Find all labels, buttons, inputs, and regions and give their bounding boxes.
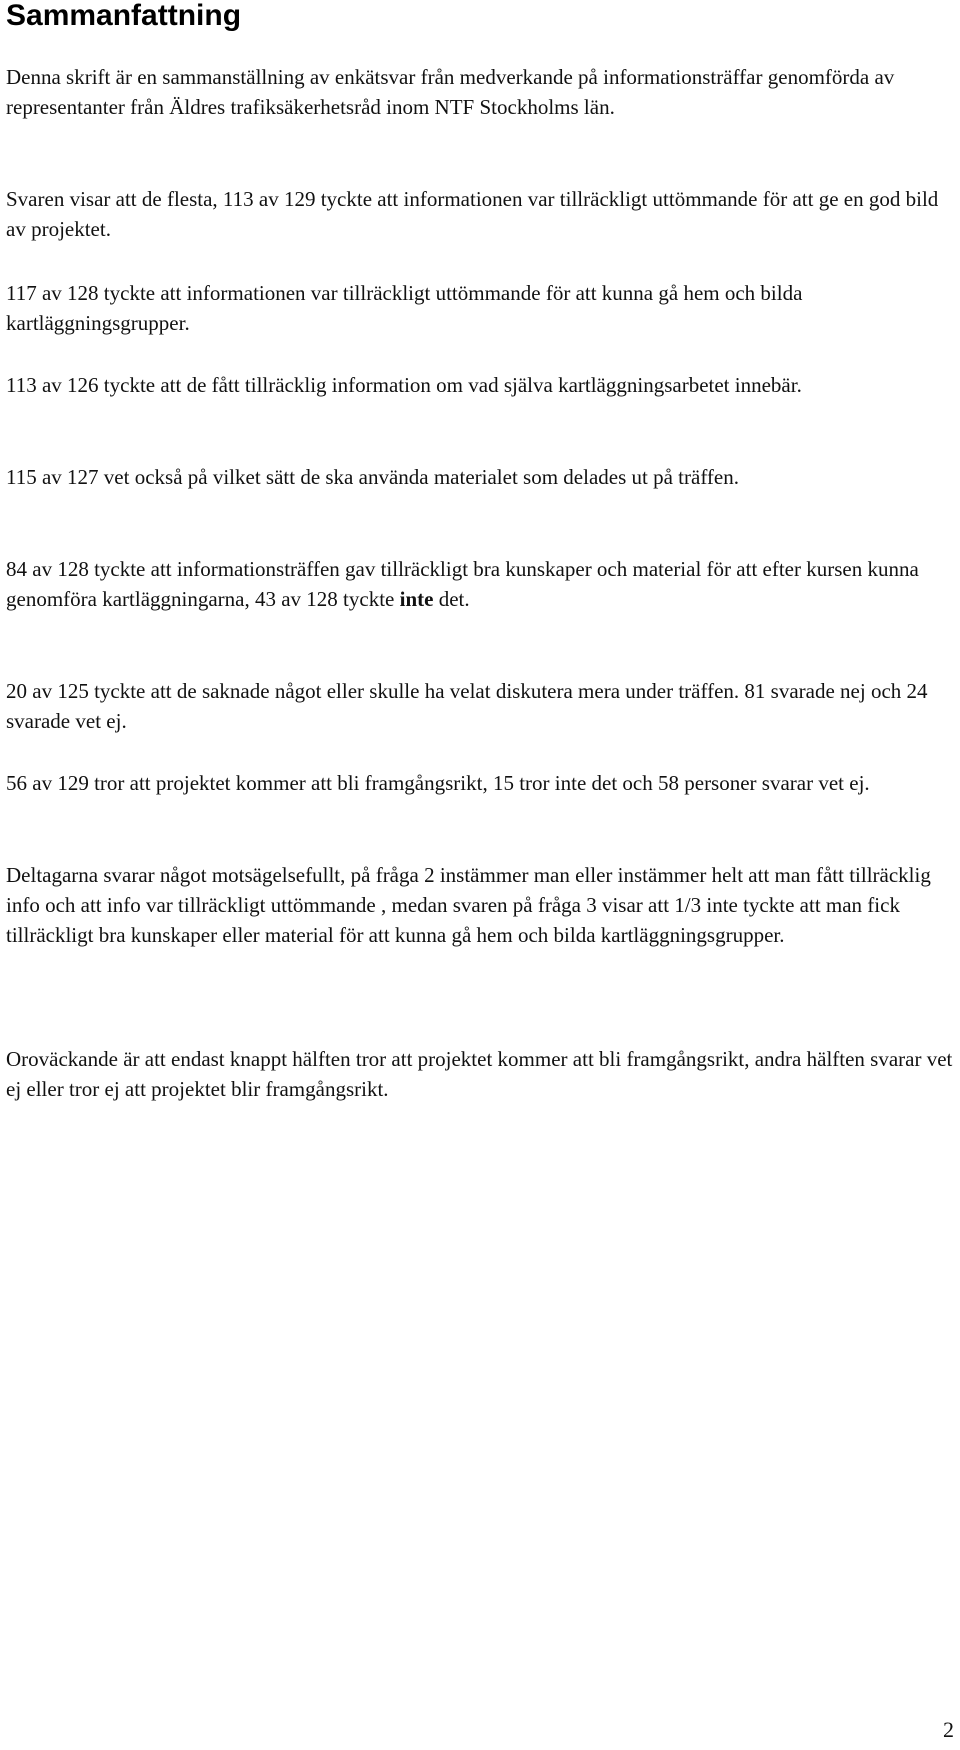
paragraph-result-3: 113 av 126 tyckte att de fått tillräcklig information om vad själva kartläggningsarbetet innebär. xyxy=(6,373,802,397)
paragraph-result-4: 115 av 127 vet också på vilket sätt de ska använda materialet som delades ut på träffen. xyxy=(6,465,740,489)
emphasis-inte: inte xyxy=(399,587,434,611)
document-page xyxy=(6,0,956,1101)
paragraph-concern: Oroväckande är att endast knappt hälften tror att projektet kommer att bli framgångsrikt, andra hälften svarar vet ej eller tror ej att projektet blir framgångsrikt. xyxy=(6,1047,953,1101)
paragraph-intro: Denna skrift är en sammanställning av enkätsvar från medverkande på informationsträffar genomförda av representanter från Äldres trafiksäkerhetsråd inom NTF Stockholms län. xyxy=(6,65,895,119)
paragraph-result-6: 20 av 125 tyckte att de saknade något eller skulle ha velat diskutera mera under träffen. 81 svarade nej och 24 svarade vet ej. xyxy=(6,679,928,733)
paragraph-result-1: Svaren visar att de flesta, 113 av 129 tyckte att informationen var tillräckligt uttömmande för att ge en god bild av projektet. xyxy=(6,187,939,241)
paragraph-result-5 xyxy=(6,554,954,614)
paragraph-result-5-text-before: 84 av 128 tyckte att informationsträffen gav tillräckligt bra kunskaper och material för att efter kursen kunna genomföra kartläggningarna, 43 av 128 tyckte xyxy=(6,557,919,611)
page-title: Sammanfattning xyxy=(6,0,242,32)
page-number: 2 xyxy=(943,1717,954,1742)
paragraph-result-5-text-after: det. xyxy=(433,587,470,611)
paragraph-result-7: 56 av 129 tror att projektet kommer att bli framgångsrikt, 15 tror inte det och 58 personer svarar vet ej. xyxy=(6,771,870,795)
paragraph-analysis: Deltagarna svarar något motsägelsefullt, på fråga 2 instämmer man eller instämmer helt att man fått tillräcklig info och att info var tillräckligt uttömmande , medan svaren på fråga 3 visar att 1/3 inte tyckte att man fick tillräckligt bra kunskaper eller material för att kunna gå hem och bilda kartläggningsgrupper. xyxy=(6,863,931,947)
paragraph-result-2: 117 av 128 tyckte att informationen var tillräckligt uttömmande för att kunna gå hem och bilda kartläggningsgrupper. xyxy=(6,281,803,335)
